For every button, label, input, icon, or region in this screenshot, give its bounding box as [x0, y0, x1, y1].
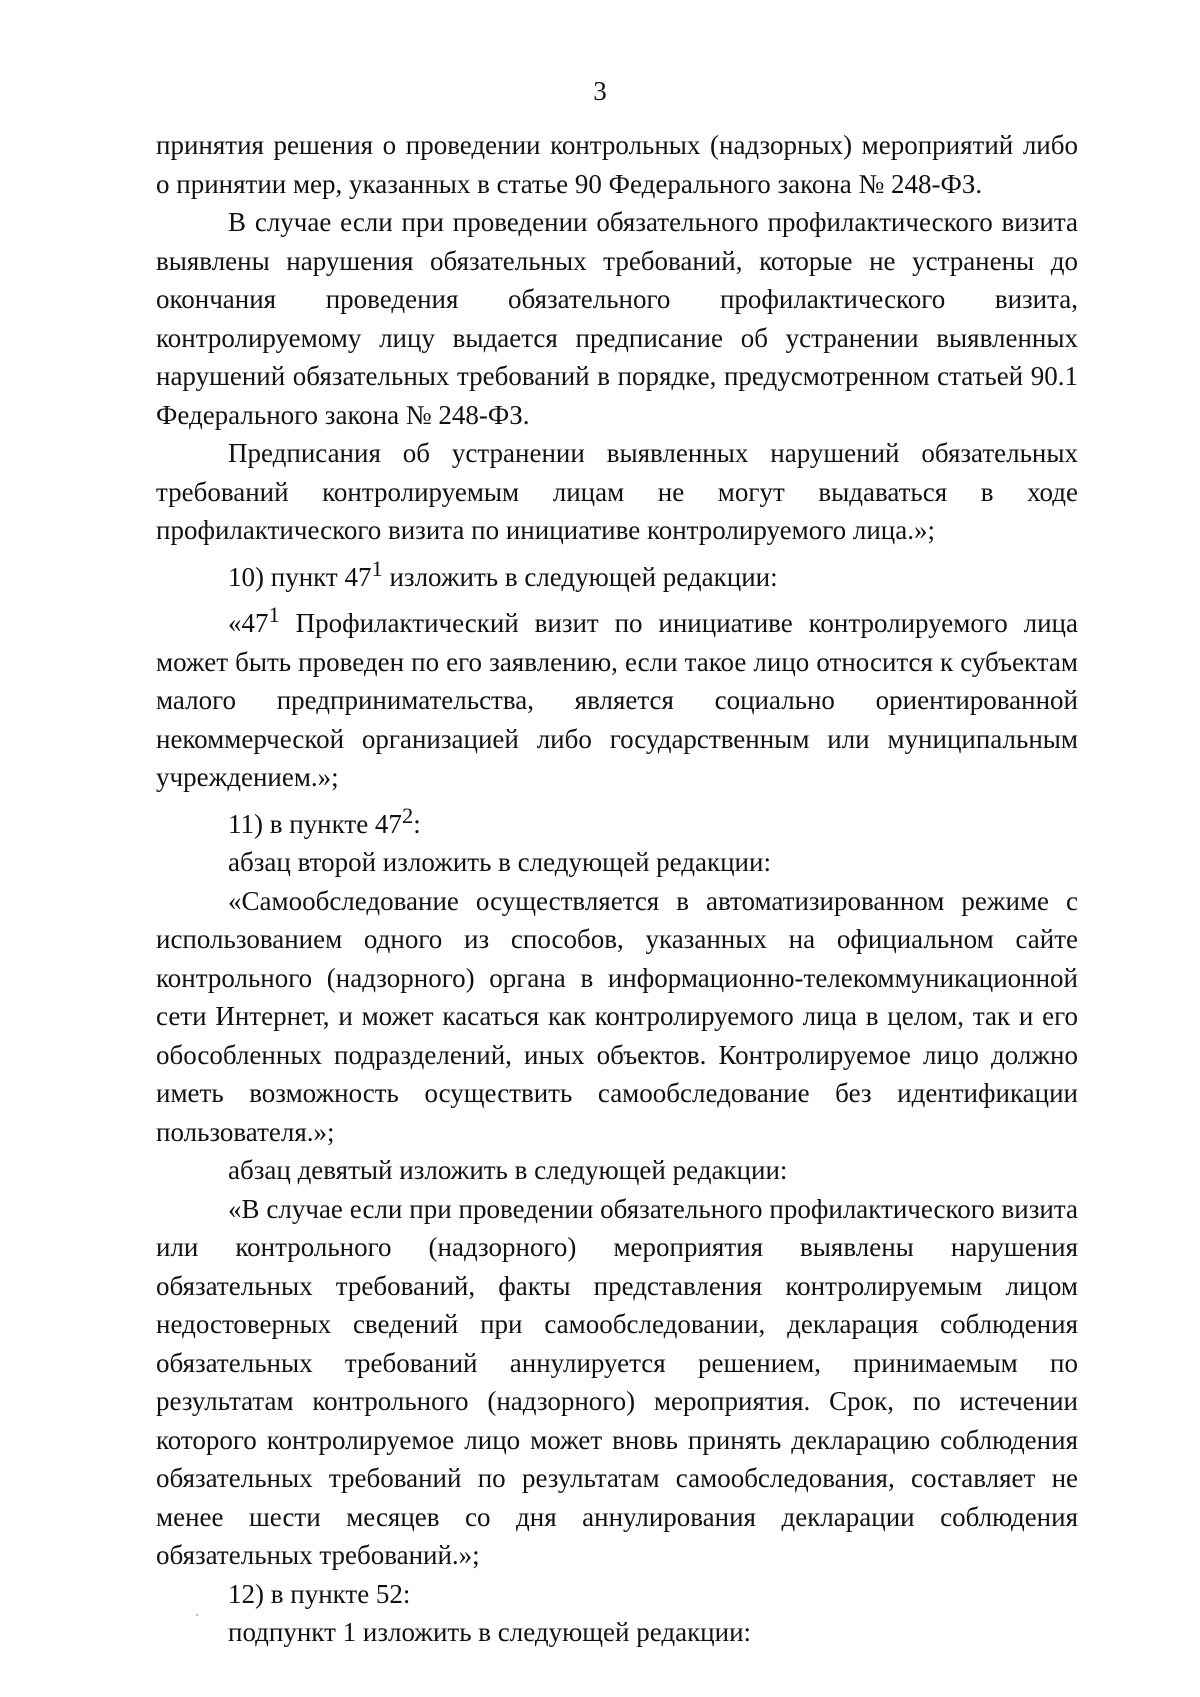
paragraph-continuation: принятия решения о проведении контрольных (надзорных) мероприятий либо о принятии мер, указанных в статье 90 Федерального закона № 248-ФЗ. [156, 130, 1078, 199]
paragraph-item-10 [156, 550, 1078, 597]
paragraph-subitem-1-intro: подпункт 1 изложить в следующей редакции: [228, 1617, 752, 1647]
item-11-text-end: : [413, 808, 421, 839]
item-47-1-superscript: 1 [268, 602, 280, 627]
item-47-1-text-start: «47 [228, 608, 269, 638]
scan-artifact [196, 1614, 198, 1616]
document-body [156, 126, 1078, 1652]
paragraph-declaration-annulment: «В случае если при проведении обязательного профилактического визита или контрольного (надзорного) мероприятия выявлены нарушения обязательных требований, факты представления контролируемым лицом недостоверных сведений при самообследовании, декларация соблюдения обязательных требований аннулируется решением, принимаемым по результатам контрольного (надзорного) мероприятия. Срок, по истечении которого контролируемое лицо может вновь принять декларацию соблюдения обязательных требований по результатам самообследования, составляет не менее шести месяцев со дня аннулирования декларации соблюдения обязательных требований.»; [156, 1193, 1078, 1570]
item-47-1-text-end: Профилактический визит по инициативе контролируемого лица может быть проведен по его заявлению, если такое лицо относится к субъектам малого предпринимательства, является социально ориентированной некоммерческой организацией либо государственным или муниципальным учреждением.»; [156, 608, 1078, 792]
item-10-text-start: 10) пункт 47 [228, 561, 372, 592]
paragraph-self-inspection: «Самообследование осуществляется в автоматизированном режиме с использованием одного из способов, указанных на официальном сайте контрольного (надзорного) органа в информационно-телекоммуникационной сети Интернет, и может касаться как контролируемого лица в целом, так и его обособленных подразделений, иных объектов. Контролируемое лицо должно иметь возможность осуществить самообследование без идентификации пользователя.»; [156, 885, 1078, 1147]
paragraph-violations-prescription: В случае если при проведении обязательного профилактического визита выявлены нарушения обязательных требований, которые не устранены до окончания проведения обязательного профилактического визита, контролируемому лицу выдается предписание об устранении выявленных нарушений обязательных требований в порядке, предусмотренном статьей 90.1 Федерального закона № 248-ФЗ. [156, 207, 1078, 430]
paragraph-second-abzac-intro: абзац второй изложить в следующей редакции: [228, 847, 771, 877]
item-10-text-end: изложить в следующей редакции: [382, 561, 778, 592]
item-11-text-start: 11) в пункте 47 [228, 808, 402, 839]
paragraph-item-11 [156, 797, 1078, 844]
paragraph-ninth-abzac-intro: абзац девятый изложить в следующей редакции: [228, 1155, 788, 1185]
item-10-superscript: 1 [371, 555, 383, 581]
item-11-superscript: 2 [401, 802, 414, 828]
paragraph-item-12: 12) в пункте 52: [228, 1578, 411, 1609]
paragraph-prescriptions-restriction: Предписания об устранении выявленных нарушений обязательных требований контролируемым лицам не могут выдаваться в ходе профилактического визита по инициативе контролируемого лица.»; [156, 438, 1078, 545]
page-number: 3 [593, 76, 607, 106]
paragraph-item-47-1-text [156, 596, 1078, 797]
